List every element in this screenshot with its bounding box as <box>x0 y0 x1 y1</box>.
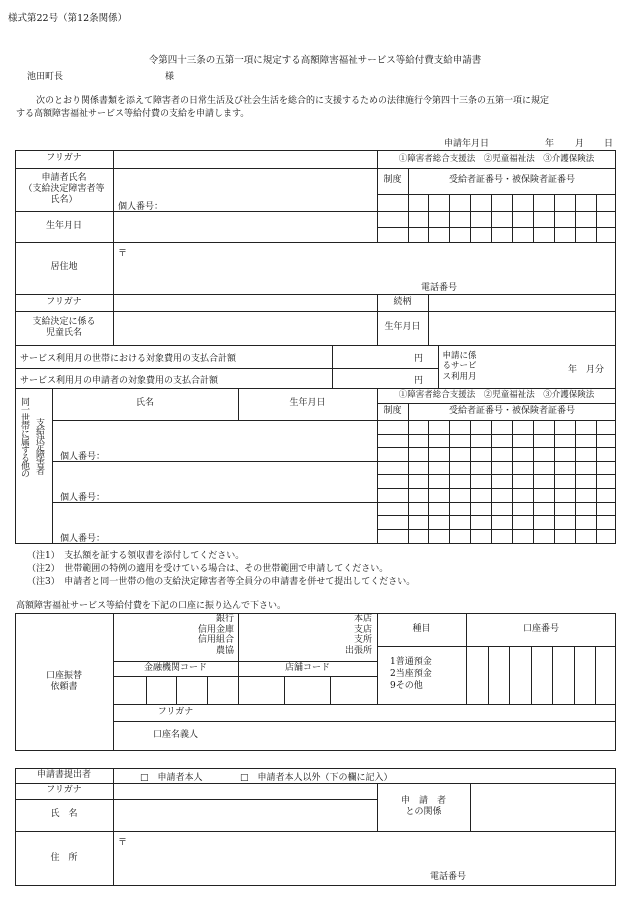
addressee-honorific: 様 <box>165 72 175 82</box>
note-3: （注3） 申請者と同一世帯の他の支給決定障害者等全員分の申請書を併せて提出してください。 <box>27 577 416 587</box>
household-name-header: 氏名 <box>135 398 154 409</box>
date-label: 申請年月日 <box>444 139 490 149</box>
branch-types: 本店 支店 支所 出張所 <box>344 614 372 656</box>
relationship-field[interactable] <box>428 294 616 311</box>
submitter-relation-label: 申 請 者 との関係 <box>400 795 446 817</box>
account-holder-field[interactable] <box>238 721 616 751</box>
household-birth-header: 生年月日 <box>289 398 326 409</box>
bank-furigana-field[interactable] <box>238 704 616 721</box>
birthdate-field[interactable] <box>113 211 377 242</box>
branch-code-label: 店舗コード <box>284 662 330 673</box>
submitter-option-self[interactable]: □ 申請者本人 <box>140 773 203 783</box>
submitter-furigana-field[interactable] <box>113 783 377 799</box>
residence-label: 居住地 <box>50 262 78 273</box>
account-kind-options: 1普通預金 2当座預金 9その他 <box>390 657 432 691</box>
submitter-furigana-label: フリガナ <box>46 785 82 796</box>
applicant-personal-number: 個人番号： <box>118 202 164 212</box>
date-month: 月 <box>575 139 585 149</box>
submitter-option-other[interactable]: □ 申請者本人以外（下の欄に記入） <box>240 773 393 783</box>
household-personal-number-3: 個人番号： <box>60 534 106 544</box>
applicant-furigana-label: フリガナ <box>46 153 82 164</box>
submitter-label: 申請書提出者 <box>36 769 91 780</box>
residence-postal-mark: 〒 <box>118 249 128 259</box>
service-month-value: 年 月分 <box>568 365 605 375</box>
addressee: 池田町長 <box>27 72 64 82</box>
intro-line-2: する高額障害福祉サービス等給付費の支給を申請します。 <box>16 109 250 119</box>
residence-field[interactable] <box>113 242 616 294</box>
birthdate-label: 生年月日 <box>45 220 82 231</box>
account-number-label: 口座番号 <box>522 623 559 634</box>
household-system-label: 制度 <box>383 405 402 416</box>
account-holder-label: 口座名義人 <box>152 730 198 741</box>
institution-types: 銀行 信用金庫 信用組合 農協 <box>197 614 234 656</box>
applicant-furigana-field[interactable] <box>113 150 377 168</box>
household-personal-number-1: 個人番号： <box>60 452 106 462</box>
child-name-field[interactable] <box>113 311 377 345</box>
date-day: 日 <box>604 139 614 149</box>
submitter-postal-mark: 〒 <box>118 838 128 848</box>
intro-line-1: 次のとおり関係書類を添えて障害者の日常生活及び社会生活を総合的に支援するための法律施行令第四十三条の五第一項に規定 <box>36 96 550 106</box>
institution-code-label: 金融機関コード <box>143 662 207 673</box>
service-month-label: 申請に係 るサービ ス利用月 <box>442 350 477 382</box>
date-year: 年 <box>545 139 555 149</box>
relationship-label: 続柄 <box>393 296 412 307</box>
bank-lead: 高額障害福祉サービス等給付費を下記の口座に振り込んで下さい。 <box>16 601 287 611</box>
form-number: 様式第22号（第12条関係） <box>8 13 128 24</box>
form-title: 令第四十三条の五第一項に規定する高額障害福祉サービス等給付費支給申請書 <box>148 55 482 66</box>
household-total-yen: 円 <box>414 354 424 364</box>
child-furigana-label: フリガナ <box>46 296 82 307</box>
law-options: ①障害者総合支援法 ②児童福祉法 ③介護保険法 <box>398 153 595 164</box>
submitter-phone-label: 電話番号 <box>430 872 467 882</box>
applicant-name-label: 申請者氏名 （支給決定障害者等 氏名） <box>23 172 105 206</box>
bank-furigana-label: フリガナ <box>157 706 194 717</box>
transfer-request-label: 口座振替 依頼書 <box>45 670 82 692</box>
self-total-yen: 円 <box>414 376 424 386</box>
child-birth-field[interactable] <box>428 311 616 345</box>
household-cert-label: 受給者証番号・被保険者証番号 <box>448 405 575 416</box>
household-law-options: ①障害者総合支援法 ②児童福祉法 ③介護保険法 <box>398 390 595 401</box>
submitter-address-field[interactable] <box>113 831 616 886</box>
child-furigana-field[interactable] <box>113 294 377 311</box>
residence-phone-label: 電話番号 <box>421 283 458 293</box>
self-total-label: サービス利用月の申請者の対象費用の支払合計額 <box>20 376 219 386</box>
household-vertical-label-2: 支給決定障害者 <box>34 418 44 474</box>
system-label: 制度 <box>383 175 402 186</box>
household-total-label: サービス利用月の世帯における対象費用の支払合計額 <box>20 354 237 364</box>
submitter-name-field[interactable] <box>113 799 377 831</box>
household-personal-number-2: 個人番号： <box>60 493 106 503</box>
note-1: （注1） 支払額を証する領収書を添付してください。 <box>27 551 245 561</box>
submitter-name-label: 氏 名 <box>50 809 78 820</box>
child-birth-label: 生年月日 <box>384 322 421 333</box>
note-2: （注2） 世帯範囲の特例の適用を受けている場合は、その世帯範囲で申請してください。 <box>27 564 389 574</box>
household-vertical-label: 同一世帯に属する他の <box>19 397 29 477</box>
child-name-label: 支給決定に係る 児童氏名 <box>32 316 96 338</box>
submitter-relation-field[interactable] <box>470 783 616 831</box>
account-kind-label: 種目 <box>412 623 431 634</box>
recipient-cert-label: 受給者証番号・被保険者証番号 <box>448 175 575 186</box>
submitter-address-label: 住 所 <box>50 852 78 863</box>
